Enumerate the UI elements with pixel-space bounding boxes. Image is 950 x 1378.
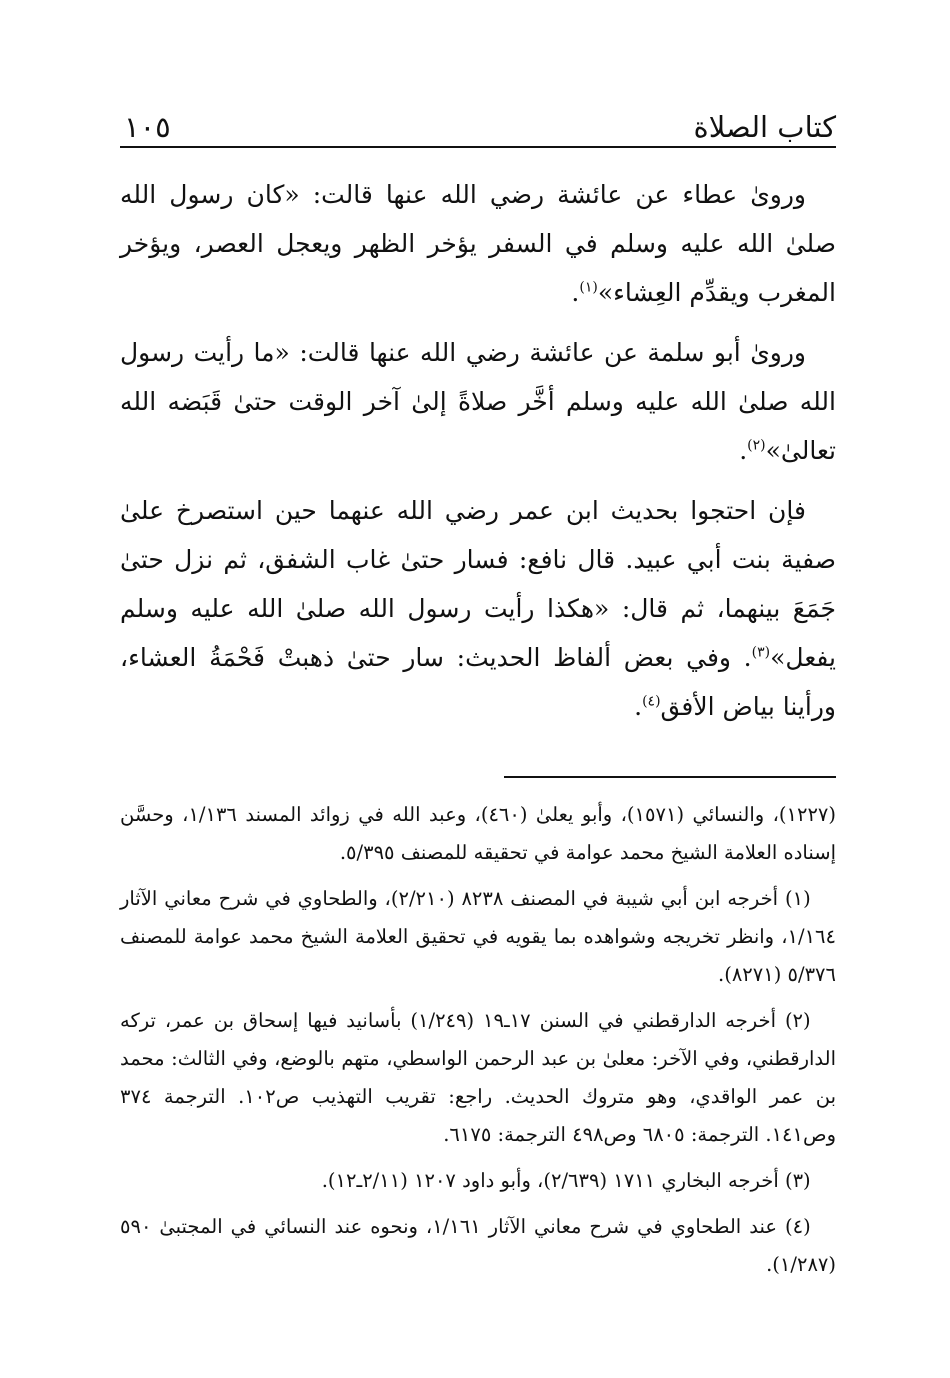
footnote-separator	[504, 776, 836, 778]
paragraph-text: وروىٰ أبو سلمة عن عائشة رضي الله عنها قالت: «ما رأيت رسول الله صلىٰ الله عليه وسلم أخَّر صلاةً إلىٰ آخر الوقت حتىٰ قَبَضه الله تعالىٰ»	[120, 338, 836, 465]
paragraph-ata-narration	[120, 170, 836, 317]
footnote-1: (١) أخرجه ابن أبي شيبة في المصنف ٨٢٣٨ (٢/٢١٠)، والطحاوي في شرح معاني الآثار ١/١٦٤، وانظر تخريجه وشواهده بما يقويه في تحقيق العلامة الشيخ محمد عوامة للمصنف ٥/٣٧٦ (٨٢٧١).	[120, 887, 836, 986]
paragraph-text: وروىٰ عطاء عن عائشة رضي الله عنها قالت: «كان رسول الله صلىٰ الله عليه وسلم في السفر يؤخر الظهر ويعجل العصر، ويؤخر المغرب ويقدِّم العِشاء»	[120, 180, 836, 307]
footnote-ref-4: (٤)	[642, 693, 661, 710]
paragraph-text: فإن احتجوا بحديث ابن عمر رضي الله عنهما حين استصرخ علىٰ صفية بنت أبي عبيد. قال نافع: فسار حتىٰ غاب الشفق، ثم نزل حتىٰ جَمَعَ بينهما، ثم قال: «هكذا رأيت رسول الله صلىٰ الله عليه وسلم يفعل»	[120, 496, 836, 672]
footnote-3: (٣) أخرجه البخاري ١٧١١ (٢/٦٣٩)، وأبو داود ١٢٠٧ (٢/١١ـ١٢).	[321, 1169, 811, 1192]
footnote-ref-2: (٢)	[747, 437, 766, 454]
paragraph-tail: .	[739, 436, 748, 465]
paragraph-ibn-umar-argument	[120, 486, 836, 731]
footnote-continuation: (١٢٢٧)، والنسائي (١٥٧١)، وأبو يعلىٰ (٤٦٠)، وعبد الله في زوائد المسند ١/١٣٦، وحسَّن إسناده العلامة الشيخ محمد عوامة في تحقيقه للمصنف ٥/٣٩٥.	[120, 803, 837, 864]
footnote-2: (٢) أخرجه الدارقطني في السنن ١٧ـ١٩ (١/٢٤٩) بأسانيد فيها إسحاق بن عمر، تركه الدارقطني، وفي الآخر: معلىٰ بن عبد الرحمن الواسطي، متهم بالوضع، وفي الثالث: محمد بن عمر الواقدي، وهو متروك الحديث. راجع: تقريب التهذيب ص١٠٢. الترجمة ٣٧٤ وص١٤١. الترجمة: ٦٨٠٥ وص٤٩٨ الترجمة: ٦١٧٥.	[120, 1009, 836, 1146]
running-title: كتاب الصلاة	[693, 110, 836, 144]
book-page	[120, 92, 836, 1292]
footnote-4: (٤) عند الطحاوي في شرح معاني الآثار ١/١٦١، ونحوه عند النسائي في المجتبىٰ ٥٩٠ (١/٢٨٧).	[120, 1215, 836, 1276]
paragraph-tail: .	[571, 278, 580, 307]
footnotes	[120, 796, 836, 1284]
paragraph-abu-salama-narration	[120, 328, 836, 475]
main-text	[120, 170, 836, 731]
page-header	[120, 92, 836, 148]
footnote-ref-3: (٣)	[751, 644, 771, 661]
footnote-ref-1: (١)	[579, 279, 598, 296]
paragraph-tail-end: .	[634, 692, 643, 721]
paragraph-tail: . وفي بعض ألفاظ الحديث: سار حتىٰ ذهبتْ فَحْمَةُ العشاء، ورأينا بياض الأفق	[120, 643, 836, 721]
page-number: ١٠٥	[124, 110, 171, 144]
